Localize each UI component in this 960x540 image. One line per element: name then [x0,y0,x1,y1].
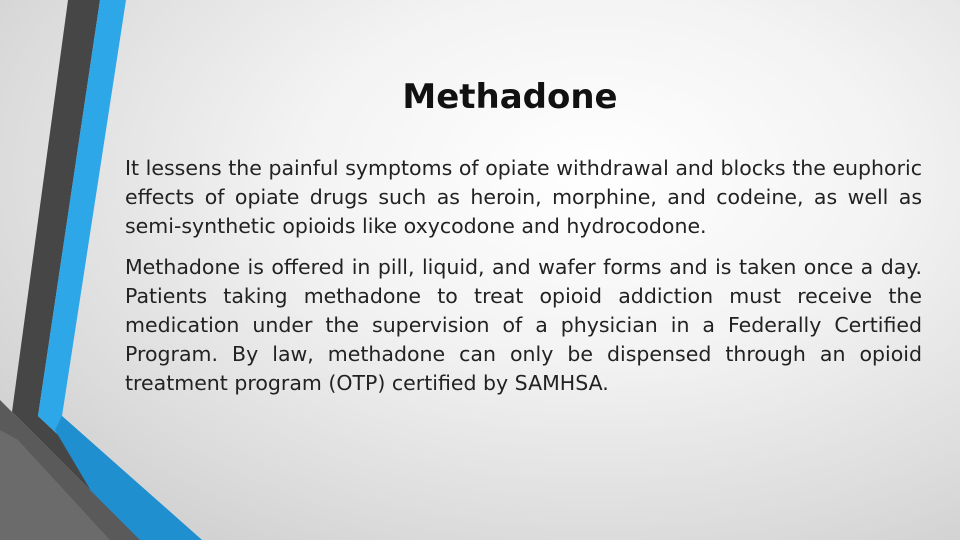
paragraph-1: It lessens the painful symptoms of opiate withdrawal and blocks the euphoric effects of opiate drugs such as heroin, morphine, and codeine, as well as semi-synthetic opioids like oxycodone and hydrocodone. [125,156,922,238]
slide-title: Methadone [402,77,618,117]
slide-body [125,154,922,410]
paragraph-2: Methadone is offered in pill, liquid, and wafer forms and is taken once a day. Patients taking methadone to treat opioid addiction must receive the medication under the supervision of a physician in a Federally Certified Program. By law, methadone can only be dispensed through an opioid treatment program (OTP) certified by SAMHSA. [125,255,922,395]
